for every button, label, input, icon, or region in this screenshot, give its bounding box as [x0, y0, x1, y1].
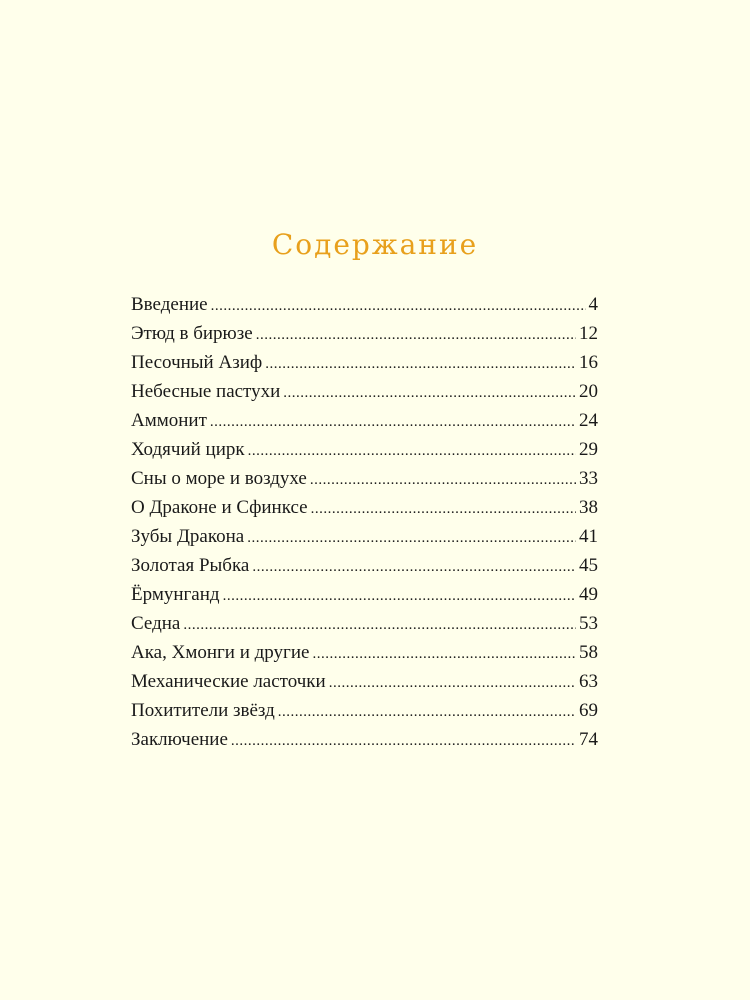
toc-entry-page-number: 58: [579, 642, 598, 663]
dot-leader: [312, 640, 576, 669]
dot-leader: [223, 582, 576, 611]
toc-entry-title: Заключение: [131, 729, 228, 750]
toc-entry-page-number: 12: [579, 323, 598, 344]
toc-entry[interactable]: [131, 551, 598, 580]
toc-entry-title: Золотая Рыбка: [131, 555, 250, 576]
toc-entry[interactable]: [131, 435, 598, 464]
dot-leader: [231, 727, 576, 756]
toc-entry-page-number: 38: [579, 497, 598, 518]
dot-leader: [310, 466, 576, 495]
toc-entry[interactable]: [131, 319, 598, 348]
dot-leader: [311, 495, 576, 524]
toc-entry[interactable]: [131, 406, 598, 435]
toc-entry[interactable]: [131, 377, 598, 406]
toc-entry-page-number: 74: [579, 729, 598, 750]
toc-entry-page-number: 33: [579, 468, 598, 489]
toc-entry-page-number: 53: [579, 613, 598, 634]
toc-entry-title: Ходячий цирк: [131, 439, 245, 460]
toc-entry[interactable]: [131, 290, 598, 319]
toc-entry-title: Песочный Азиф: [131, 352, 263, 373]
toc-entry-page-number: 29: [579, 439, 598, 460]
toc-entry-page-number: 16: [579, 352, 598, 373]
toc-entry[interactable]: [131, 522, 598, 551]
toc-entry[interactable]: [131, 638, 598, 667]
dot-leader: [210, 408, 576, 437]
toc-entry-title: Похитители звёзд: [131, 700, 275, 721]
dot-leader: [211, 292, 586, 321]
toc-entry-page-number: 45: [579, 555, 598, 576]
dot-leader: [329, 669, 576, 698]
toc-entry-title: Аммонит: [131, 410, 207, 431]
dot-leader: [256, 321, 576, 350]
toc-entry-page-number: 49: [579, 584, 598, 605]
toc-entry-page-number: 63: [579, 671, 598, 692]
toc-entry[interactable]: [131, 580, 598, 609]
toc-entry[interactable]: [131, 667, 598, 696]
toc-entry[interactable]: [131, 493, 598, 522]
toc-entry-title: Ёрмунганд: [131, 584, 220, 605]
toc-entry-title: Этюд в бирюзе: [131, 323, 253, 344]
dot-leader: [183, 611, 576, 640]
toc-heading: Содержание: [271, 228, 479, 261]
toc-entry[interactable]: [131, 609, 598, 638]
dot-leader: [265, 350, 576, 379]
toc-entry-page-number: 69: [579, 700, 598, 721]
toc-entry-title: Введение: [131, 294, 208, 315]
toc-entry-title: Седна: [131, 613, 181, 634]
toc-entry-title: Зубы Дракона: [131, 526, 245, 547]
toc-entry-page-number: 24: [579, 410, 598, 431]
toc-entry-page-number: 41: [579, 526, 598, 547]
toc-entry[interactable]: [131, 725, 598, 754]
table-of-contents: [131, 290, 598, 754]
toc-entry-page-number: 4: [588, 294, 598, 315]
toc-entry[interactable]: [131, 348, 598, 377]
toc-entry-title: Механические ласточки: [131, 671, 326, 692]
toc-entry-page-number: 20: [579, 381, 598, 402]
toc-entry[interactable]: [131, 464, 598, 493]
toc-entry[interactable]: [131, 696, 598, 725]
toc-entry-title: О Драконе и Сфинксе: [131, 497, 308, 518]
dot-leader: [278, 698, 576, 727]
toc-entry-title: Небесные пастухи: [131, 381, 281, 402]
dot-leader: [283, 379, 576, 408]
toc-entry-title: Ака, Хмонги и другие: [131, 642, 310, 663]
dot-leader: [247, 524, 576, 553]
dot-leader: [252, 553, 576, 582]
dot-leader: [248, 437, 576, 466]
toc-entry-title: Сны о море и воздухе: [131, 468, 307, 489]
